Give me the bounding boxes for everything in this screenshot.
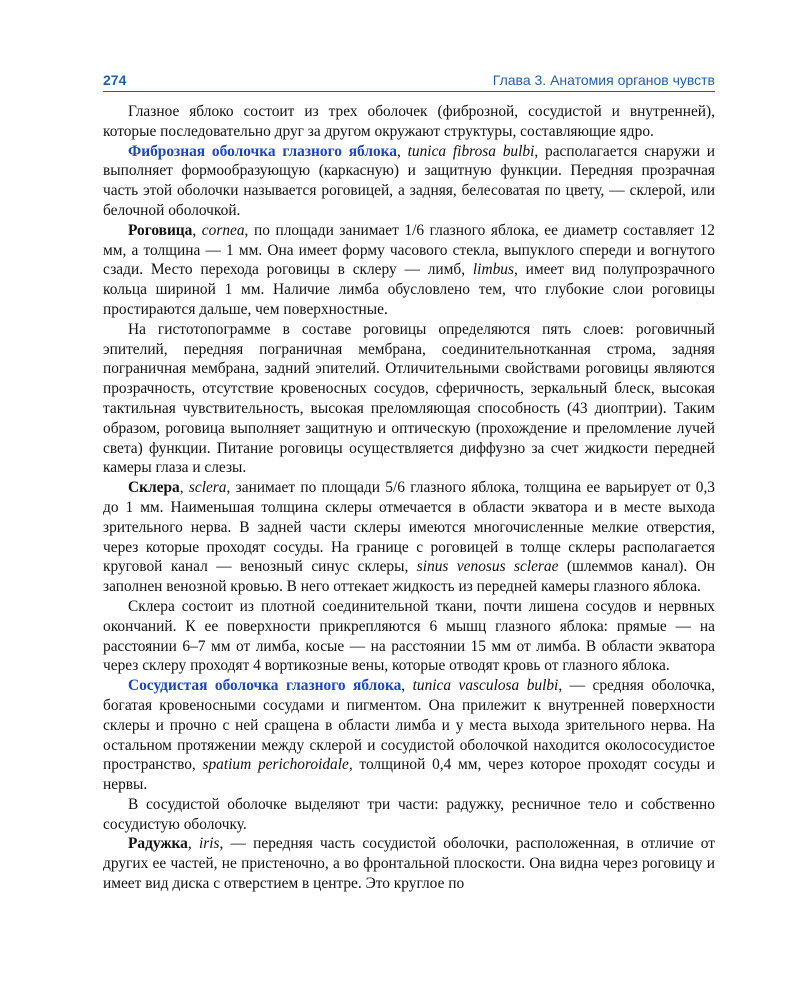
term-heading: Сосудистая оболочка глазного яблока: [128, 677, 402, 695]
page-number: 274: [103, 72, 127, 88]
chapter-title: Глава 3. Анатомия органов чувств: [492, 72, 715, 88]
term-heading: Фиброзная оболочка глазного яблока: [128, 142, 397, 160]
paragraph-cornea-layers: На гистотопограмме в составе роговицы определяются пять слоев: роговичный эпителий, передняя пограничная мембрана, соединительнотканная строма, задняя пограничная мембрана, задний эпителий. Отличительными свойствами роговицы являются прозрачность, отсутствие кровеносных сосудов, сферичность, зеркальный блеск, высокая тактильная чувствительность, высокая преломляющая способность (43 диоптрии). Таким образом, роговица выполняет защитную и оптическую (прохождение и преломление лучей света) функции. Питание роговицы осуществляется диффузно за счет жидкости передней камеры глаза и слезы.: [103, 320, 715, 477]
latin-term: cornea: [201, 221, 245, 239]
running-header: [103, 66, 715, 92]
paragraph-cornea: Роговица, cornea, по площади занимает 1/6 глазного яблока, ее диаметр составляет 12 мм, а толщина — 1 мм. Она имеет форму часового стекла, выпуклого спереди и вогнутого сзади. Место перехода роговицы в склеру — лимб, limbus, имеет вид полупрозрачного кольца шириной 1 мм. Наличие лимба обусловлено тем, что глубокие слои роговицы простираются дальше, чем поверхностные.: [103, 221, 715, 318]
paragraph-sclera: Склера, sclera, занимает по площади 5/6 глазного яблока, толщина ее варьирует от 0,3 до 1 мм. Наименьшая толщина склеры отмечается в области экватора и в месте выхода зрительного нерва. В задней части склеры имеются многочисленные мелкие отверстия, через которые проходят сосуды. На границе с роговицей в толще склеры располагается круговой канал — венозный синус склеры, sinus venosus sclerae (шлеммов канал). Он заполнен венозной кровью. В него оттекает жидкость из передней камеры глазного яблока.: [103, 479, 715, 596]
latin-term: sinus venosus sclerae: [416, 558, 559, 576]
latin-term: sclera: [188, 479, 227, 497]
term-heading: Склера: [128, 479, 180, 497]
header-rule: [103, 91, 715, 92]
paragraph-intro: Глазное яблоко состоит из трех оболочек (фиброзной, сосудистой и внутренней), которые последовательно друг за другом окружают структуры, составляющие ядро.: [103, 103, 715, 140]
body-text: [103, 102, 715, 894]
paragraph-fibrous-tunic: Фиброзная оболочка глазного яблока, tunica fibrosa bulbi, располагается снаружи и выполняет формообразующую (каркасную) и защитную функции. Передняя прозрачная часть этой оболочки называется роговицей, а задняя, белесоватая по цвету, — склерой, или белочной оболочкой.: [103, 142, 715, 219]
paragraph-vascular-parts: В сосудистой оболочке выделяют три части: радужку, ресничное тело и собственно сосудистую оболочку.: [103, 795, 715, 833]
latin-term: tunica vasculosa bulbi: [412, 677, 559, 695]
paragraph-vascular-tunic: Сосудистая оболочка глазного яблока, tunica vasculosa bulbi, — средняя оболочка, богатая кровеносными сосудами и пигментом. Она прилежит к внутренней поверхности склеры и прочно с ней сращена в области лимба и у места выхода зрительного нерва. На остальном протяжении между склерой и сосудистой оболочкой находится околососудистое пространство, spatium perichoroidale, толщиной 0,4 мм, через которое проходят сосуды и нервы.: [103, 677, 715, 794]
latin-term: tunica fibrosa bulbi: [407, 142, 535, 160]
latin-term: spatium perichoroidale: [202, 756, 349, 774]
latin-term: limbus: [472, 261, 514, 279]
term-heading: Роговица: [128, 221, 193, 239]
latin-term: iris: [198, 835, 220, 853]
paragraph-sclera-structure: Склера состоит из плотной соединительной ткани, почти лишена сосудов и нервных окончаний. К ее поверхности прикрепляются 6 мышц глазного яблока: прямые — на расстоянии 6–7 мм от лимба, косые — на расстоянии 15 мм от лимба. В области экватора через склеру проходят 4 вортикозные вены, которые отводят кровь от глазного яблока.: [103, 597, 715, 675]
term-heading: Радужка: [128, 835, 188, 853]
paragraph-iris: Радужка, iris, — передняя часть сосудистой оболочки, расположенная, в отличие от других ее частей, не пристеночно, а во фронтальной плоскости. Она видна через роговицу и имеет вид диска с отверстием в центре. Это круглое по: [103, 835, 715, 893]
